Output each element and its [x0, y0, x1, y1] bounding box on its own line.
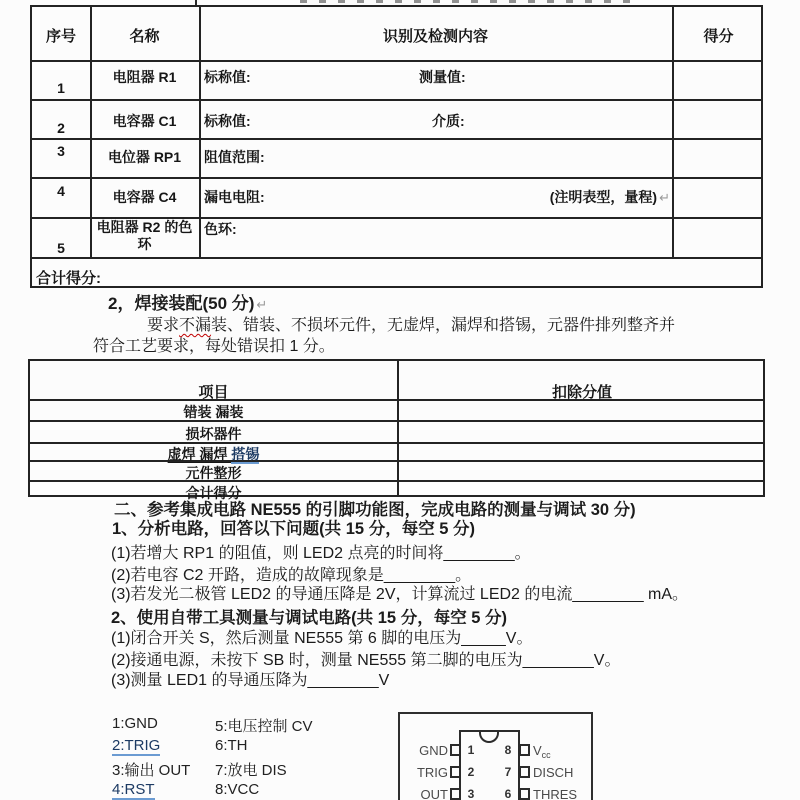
chip-label-gnd: GND	[419, 743, 448, 758]
t2-header-deduction: 扣除分值	[551, 384, 612, 401]
t1-header-score: 得分	[703, 28, 734, 45]
pin-list-row-3	[112, 759, 412, 780]
t2-row-damage: 损坏器件	[185, 426, 242, 442]
return-mark-icon: ↵	[659, 190, 670, 205]
t1-row4-note	[502, 187, 670, 207]
pin-5-cv: 5:电压控制 CV	[215, 718, 313, 735]
q1-item-3: (3)若发光二极管 LED2 的导通压降是 2V，计算流过 LED2 的电流________ mA。	[111, 586, 689, 603]
t1-row4-note-text: (注明表型，量程)	[549, 189, 658, 205]
clipped-text-artifact	[300, 0, 630, 3]
solder-requirement-line1	[147, 316, 675, 336]
chip-label-thres: THRES	[533, 787, 578, 800]
t1-row5-num: 5	[57, 240, 65, 256]
pin-8-vcc: 8:VCC	[215, 781, 260, 798]
t1-row5-name: 电阻器 R2 的色环	[96, 219, 193, 252]
t1-rule	[32, 257, 761, 259]
t1-row2-num: 2	[57, 120, 65, 136]
t1-row1-name: 电阻器 R1	[112, 69, 177, 85]
t2-solder-defects-text: 虚焊 漏焊	[167, 446, 232, 462]
chip-label-vcc	[533, 744, 551, 762]
t2-row-reshape: 元件整形	[185, 465, 242, 481]
chip-pin-7	[519, 766, 530, 778]
q1-heading: 1、分析电路，回答以下问题(共 15 分，每空 5 分)	[112, 520, 476, 538]
t1-header-content: 识别及检测内容	[382, 28, 488, 45]
chip-pin6-num: 6	[504, 787, 512, 800]
deduction-table	[28, 359, 765, 501]
t1-row1-label2: 测量值:	[419, 69, 466, 85]
ne555-pinout-diagram	[398, 712, 593, 800]
t1-row3-label: 阻值范围:	[204, 149, 265, 165]
pin-7-dis: 7:放电 DIS	[215, 762, 287, 779]
t1-rule	[32, 138, 761, 140]
t1-row4-label: 漏电电阻:	[204, 189, 265, 205]
req-post: 装、错装、不损坏元件，无虚焊，漏焊和搭锡，元器件排列整齐并	[211, 317, 676, 334]
chip-pin3-num: 3	[467, 787, 475, 800]
chip-pin8-num: 8	[504, 743, 512, 757]
q1-item-1: (1)若增大 RP1 的阻值，则 LED2 点亮的时间将________。	[111, 545, 531, 562]
t1-row5-label: 色环:	[204, 221, 237, 237]
t1-row2-name: 电容器 C1	[112, 113, 177, 129]
pin-2-trig-link: 2:TRIG	[112, 737, 161, 754]
t1-row2-label2: 介质:	[432, 113, 465, 129]
return-mark-icon: ↵	[256, 297, 268, 312]
t1-rule	[32, 60, 761, 62]
t1-header-seq: 序号	[45, 28, 76, 45]
pin-1-gnd: 1:GND	[112, 715, 158, 732]
pin-3-out: 3:输出 OUT	[112, 762, 191, 779]
t1-row1-num: 1	[57, 80, 65, 96]
spellcheck-wavy-text: 不漏	[179, 317, 212, 334]
q2-item-1: (1)闭合开关 S，然后测量 NE555 第 6 脚的电压为_____V。	[111, 630, 533, 647]
req-pre: 要求	[147, 317, 180, 334]
chip-vcc-main: V	[533, 743, 542, 758]
t1-row3-name: 电位器 RP1	[107, 149, 182, 165]
chip-pin2-num: 2	[467, 765, 475, 779]
solder-heading-text: 2，焊接装配(50 分)	[108, 294, 255, 313]
pin-list-row-1	[112, 715, 412, 735]
q2-item-3: (3)测量 LED1 的导通压降为________V	[111, 672, 390, 689]
chip-pin7-num: 7	[504, 765, 512, 779]
q1-item-2: (2)若电容 C2 开路，造成的故障现象是________。	[111, 567, 472, 584]
t1-row3-num: 3	[57, 143, 65, 159]
q2-item-2: (2)接通电源，未按下 SB 时，测量 NE555 第二脚的电压为________V。	[111, 652, 621, 669]
chip-pin-8	[519, 744, 530, 756]
chip-pin-6	[519, 788, 530, 800]
chip-vcc-sub: cc	[541, 750, 551, 760]
pin-6-th: 6:TH	[215, 737, 248, 754]
t1-row1-label: 标称值:	[204, 69, 251, 85]
t2-solder-defects-link: 搭锡	[231, 446, 260, 462]
component-check-table	[30, 5, 763, 288]
ne555-section-heading: 二、参考集成电路 NE555 的引脚功能图，完成电路的测量与调试 30 分)	[114, 501, 636, 519]
t1-row4-num: 4	[57, 183, 65, 199]
pin-list-row-2	[112, 737, 412, 754]
chip-label-disch: DISCH	[533, 765, 574, 780]
t1-rule	[32, 177, 761, 179]
chip-label-out: OUT	[420, 787, 448, 800]
t1-rule	[32, 99, 761, 101]
solder-section-heading	[108, 294, 267, 315]
solder-requirement-line2: 符合工艺要求，每处错误扣 1 分。	[93, 338, 335, 355]
t2-row-misplace: 错装 漏装	[183, 404, 244, 420]
chip-label-trig: TRIG	[416, 765, 448, 780]
chip-pin-2	[450, 766, 461, 778]
t2-row-solder-defects	[30, 444, 397, 464]
chip-pin1-num: 1	[467, 743, 475, 757]
chip-pin-3	[450, 788, 461, 800]
t2-header-item: 项目	[198, 384, 229, 401]
t1-total-label: 合计得分:	[36, 270, 101, 287]
pin-4-rst-link: 4:RST	[112, 781, 155, 798]
t2-row-total: 合计得分	[185, 485, 242, 501]
pin-list-row-4	[112, 781, 412, 798]
chip-pin-1	[450, 744, 461, 756]
t1-row4-name: 电容器 C4	[112, 189, 177, 205]
q2-heading: 2、使用自带工具测量与调试电路(共 15 分，每空 5 分)	[111, 609, 508, 627]
t1-header-name: 名称	[129, 28, 160, 45]
t1-row2-label: 标称值:	[204, 113, 251, 129]
